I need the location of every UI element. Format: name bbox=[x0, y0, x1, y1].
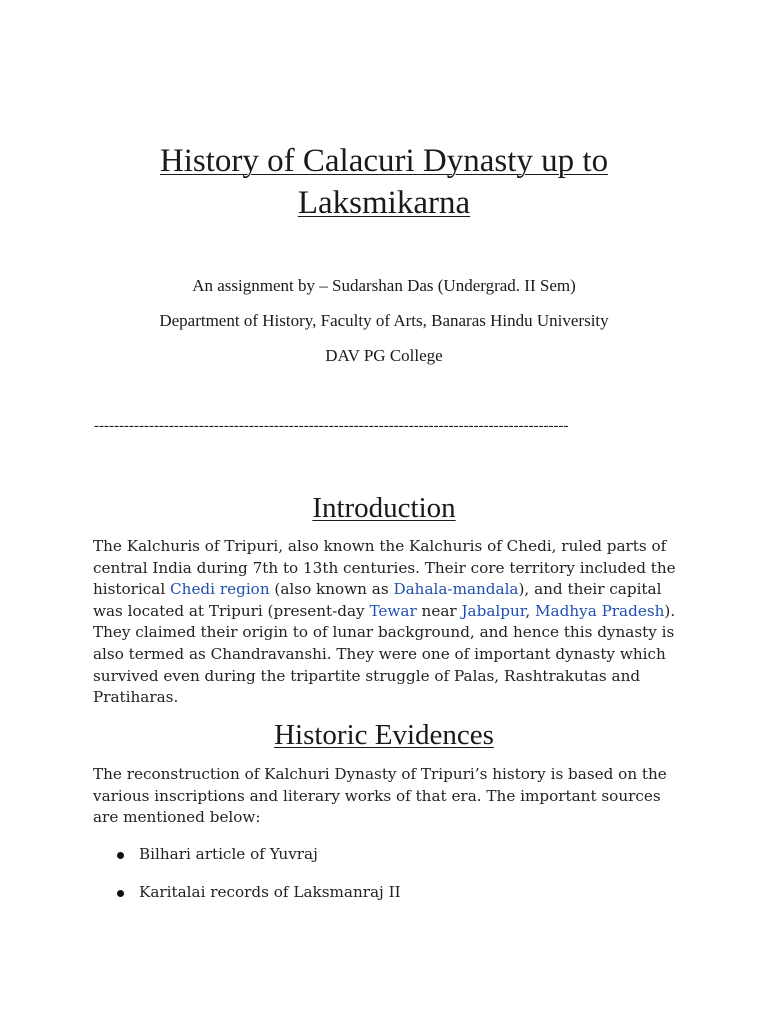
historic-evidences-heading: Historic Evidences bbox=[274, 719, 494, 751]
list-item-text: Karitalai records of Laksmanraj II bbox=[139, 883, 401, 901]
section-divider: ----------------------------------------------------------------------------------------------- bbox=[94, 418, 569, 434]
document-title: History of Calacuri Dynasty up to Laksmikarna bbox=[159, 143, 609, 221]
tewar-link[interactable]: Tewar bbox=[369, 601, 417, 620]
dahala-mandala-link[interactable]: Dahala-mandala bbox=[393, 580, 519, 599]
list-item bbox=[93, 882, 678, 920]
introduction-paragraph bbox=[93, 536, 678, 709]
list-item bbox=[93, 844, 678, 882]
intro-text-1: The Kalchuris of Tripuri, also known the Kalchuris of Chedi, ruled parts of central India during 7th to 13th centuries. Their core territory included the historical bbox=[93, 537, 676, 599]
introduction-heading: Introduction bbox=[312, 492, 456, 524]
list-item-text: Bilhari article of Yuvraj bbox=[139, 845, 318, 863]
evidences-paragraph: The reconstruction of Kalchuri Dynasty of Tripuri’s history is based on the various inscriptions and literary works of that era. The important sources are mentioned below: bbox=[93, 765, 667, 827]
madhya-pradesh-link[interactable]: Madhya Pradesh bbox=[535, 601, 665, 620]
intro-text-2: (also known as bbox=[269, 580, 394, 599]
college-line: DAV PG College bbox=[325, 346, 443, 365]
intro-text-5: , bbox=[525, 601, 535, 620]
intro-text-3: ), and their capital was located at Tripuri (present-day bbox=[93, 580, 662, 620]
bullet-icon bbox=[117, 852, 124, 859]
department-line: Department of History, Faculty of Arts, Banaras Hindu University bbox=[159, 311, 609, 330]
intro-text-4: near bbox=[416, 601, 462, 620]
sources-list bbox=[93, 844, 678, 920]
author-line: An assignment by – Sudarshan Das (Undergrad. II Sem) bbox=[192, 276, 576, 295]
intro-text-6: ). They claimed their origin to of lunar background, and hence this dynasty is also termed as Chandravanshi. They were one of important dynasty which survived even during the tripartite struggle of Palas, Rashtrakutas and Pratiharas. bbox=[93, 601, 676, 707]
jabalpur-link[interactable]: Jabalpur bbox=[461, 601, 526, 620]
chedi-region-link[interactable]: Chedi region bbox=[170, 580, 270, 599]
bullet-icon bbox=[117, 890, 124, 897]
